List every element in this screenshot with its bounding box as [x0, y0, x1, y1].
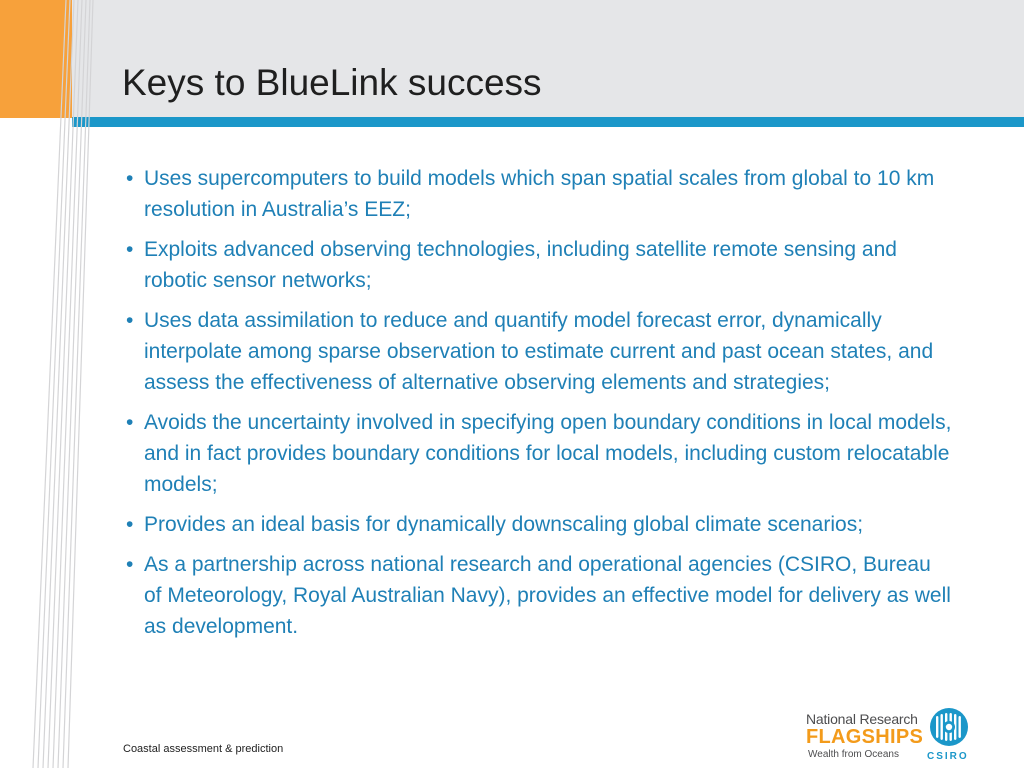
- logo-wealth-from-oceans: Wealth from Oceans: [808, 749, 899, 760]
- header-rule-line: [72, 117, 1024, 127]
- bullet-item: [124, 407, 954, 500]
- bullet-item: [124, 305, 954, 398]
- bullet-text: As a partnership across national research and operational agencies (CSIRO, Bureau of Meteorology, Royal Australian Navy), provides an effective model for delivery as well as development.: [144, 553, 951, 638]
- bullet-text: Exploits advanced observing technologies, including satellite remote sensing and robotic sensor networks;: [144, 238, 897, 292]
- logo-flagships: FLAGSHIPS: [806, 726, 924, 748]
- bullet-glyph: •: [126, 411, 134, 434]
- bullet-item: [124, 509, 954, 540]
- bullet-glyph: •: [126, 553, 134, 576]
- footer-text: Coastal assessment & prediction: [123, 743, 284, 755]
- bullet-text: Avoids the uncertainty involved in specifying open boundary conditions in local models, and in fact provides boundary conditions for local models, including custom relocatable models;: [144, 411, 952, 496]
- bullet-item: [124, 549, 954, 642]
- bullet-text: Provides an ideal basis for dynamically downscaling global climate scenarios;: [144, 513, 864, 536]
- flagships-logo: [806, 707, 978, 763]
- csiro-wave-emblem-icon: [929, 707, 969, 747]
- bullet-glyph: •: [126, 238, 134, 261]
- bullet-glyph: •: [126, 167, 134, 190]
- slide-title: Keys to BlueLink success: [122, 62, 542, 103]
- bullet-text: Uses data assimilation to reduce and quantify model forecast error, dynamically interpolate among sparse observation to estimate current and past ocean states, and assess the effectiveness of alternative observing elements and strategies;: [144, 309, 934, 394]
- bullet-glyph: •: [126, 309, 134, 332]
- csiro-wordmark: CSIRO: [927, 751, 969, 762]
- bullet-glyph: •: [126, 513, 134, 536]
- bullet-item: [124, 234, 954, 296]
- bullet-item: [124, 163, 954, 225]
- bullet-list: [124, 163, 954, 651]
- orange-accent-block: [0, 0, 72, 118]
- logo-national-research: National Research: [806, 711, 918, 727]
- bullet-text: Uses supercomputers to build models which span spatial scales from global to 10 km resolution in Australia’s EEZ;: [144, 167, 935, 221]
